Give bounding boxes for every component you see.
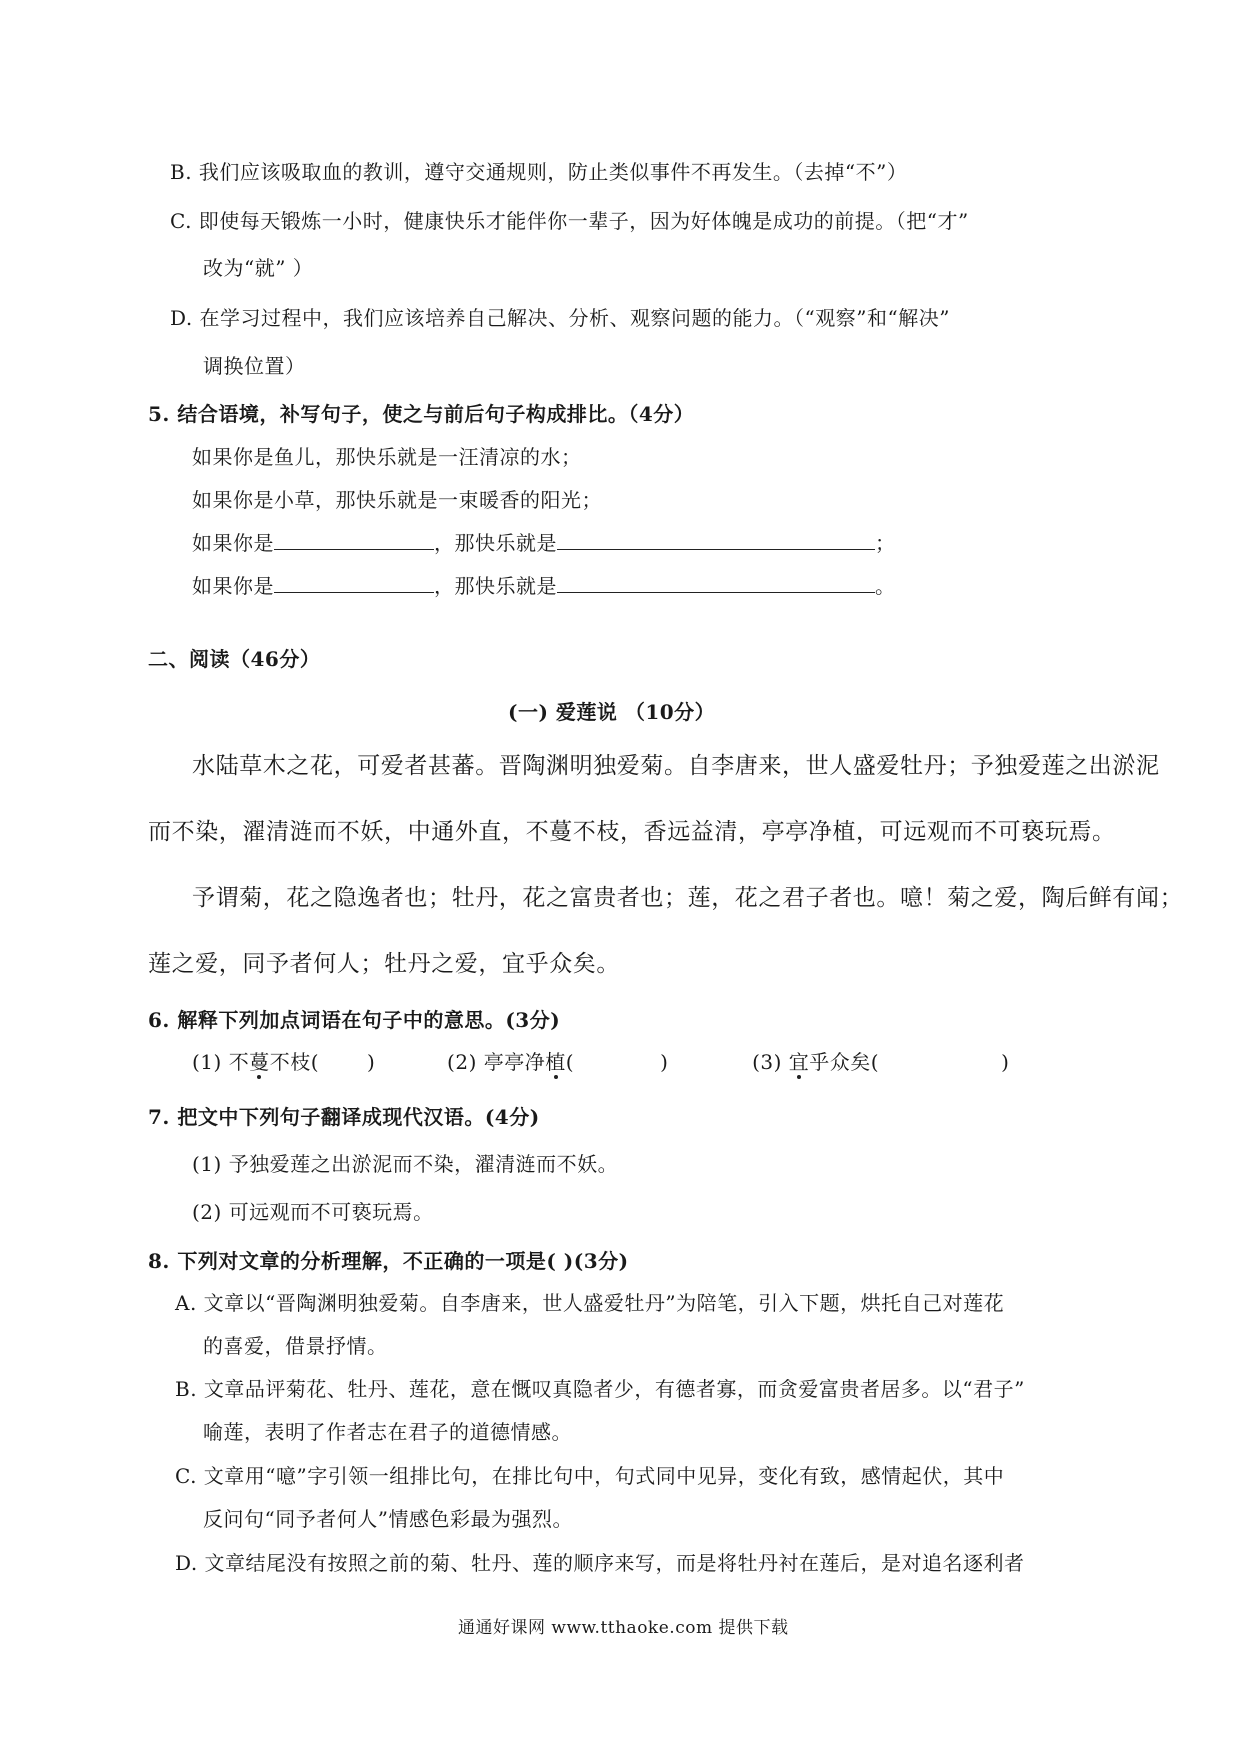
q6-item-3-close: ) [1001, 1050, 1010, 1074]
q6-item-1-dotted-word: 蔓 [249, 1050, 270, 1074]
q6-item-2-num: (2) [447, 1050, 477, 1074]
q8-option-b-cont: 喻莲，表明了作者志在君子的道德情感。 [203, 1420, 572, 1444]
q5-prefix: 如果你是 [192, 574, 274, 598]
q6-item-3-num: (3) [752, 1050, 782, 1074]
q8-title: 8. 下列对文章的分析理解，不正确的一项是( )(3分) [148, 1249, 629, 1273]
q7-sentence-1: (1) 予独爱莲之出淤泥而不染，濯清涟而不妖。 [192, 1152, 619, 1176]
q4-option-d-cont: 调换位置） [203, 354, 306, 378]
q6-item-3-text: 乎众矣( [809, 1050, 880, 1074]
q6-item-2-dotted-word: 植 [545, 1050, 566, 1074]
q5-line-1: 如果你是鱼儿，那快乐就是一汪清凉的水； [192, 445, 582, 469]
q6-item-1-text: 不 [228, 1050, 250, 1074]
q6-item-2-text: 亭亭净 [483, 1050, 546, 1074]
q4-option-c-cont: 改为“就” ） [203, 256, 314, 280]
q7-title: 7. 把文中下列句子翻译成现代汉语。(4分) [148, 1105, 540, 1129]
q5-title: 5. 结合语境，补写句子，使之与前后句子构成排比。（4分） [148, 402, 695, 426]
q8-option-d: D. 文章结尾没有按照之前的菊、牡丹、莲的顺序来写，而是将牡丹衬在莲后，是对追名逐利者 [175, 1551, 1025, 1575]
q5-middle: ，那快乐就是 [434, 531, 557, 555]
q6-item-3-dotted-word: 宜 [788, 1050, 810, 1074]
q8-option-a-cont: 的喜爱，借景抒情。 [203, 1334, 388, 1358]
passage-p2-line-1: 予谓菊，花之隐逸者也；牡丹，花之富贵者也；莲，花之君子者也。噫！菊之爱，陶后鲜有闻； [192, 885, 1184, 911]
q7-sentence-2: (2) 可远观而不可亵玩焉。 [192, 1200, 434, 1224]
q6-item-1-num: (1) [192, 1050, 222, 1074]
q5-fill-line-4 [192, 572, 896, 600]
q5-prefix: 如果你是 [192, 531, 274, 555]
q5-fill-line-3 [192, 529, 896, 557]
q6-item-1-close: ) [367, 1050, 376, 1074]
q8-option-b: B. 文章品评菊花、牡丹、莲花，意在慨叹真隐者少，有德者寡，而贪爱富贵者居多。以“君子” [175, 1377, 1025, 1401]
q6-item-2-close: ) [660, 1050, 669, 1074]
q4-option-b: B. 我们应该吸取血的教训，遵守交通规则，防止类似事件不再发生。（去掉“不”） [170, 160, 908, 184]
q5-blank-answer-2[interactable] [557, 572, 875, 593]
q8-option-c: C. 文章用“噫”字引领一组排比句，在排比句中，句式同中见异，变化有致，感情起伏，其中 [175, 1464, 1005, 1488]
q8-option-c-cont: 反问句“同予者何人”情感色彩最为强烈。 [203, 1507, 573, 1531]
page-footer: 通通好课网 www.tthaoke.com 提供下载 [458, 1618, 789, 1638]
q4-option-d: D. 在学习过程中，我们应该培养自己解决、分析、观察问题的能力。（“观察”和“解决” [170, 306, 950, 330]
passage-p1-line-2: 而不染，濯清涟而不妖，中通外直，不蔓不枝，香远益清，亭亭净植，可远观而不可亵玩焉。 [148, 819, 1116, 845]
q6-items [192, 1048, 1009, 1076]
q8-option-a: A. 文章以“晋陶渊明独爱菊。自李唐来，世人盛爱牡丹”为陪笔，引入下题，烘托自己对莲花 [175, 1291, 1005, 1315]
q5-blank-subject-1[interactable] [274, 529, 434, 550]
q5-blank-subject-2[interactable] [274, 572, 434, 593]
q5-middle: ，那快乐就是 [434, 574, 557, 598]
q5-line-2: 如果你是小草，那快乐就是一束暖香的阳光； [192, 488, 602, 512]
q5-end-period: 。 [875, 574, 896, 598]
q6-item-2-text-b: ( [565, 1050, 575, 1074]
q4-option-c: C. 即使每天锻炼一小时，健康快乐才能伴你一辈子，因为好体魄是成功的前提。（把“才” [170, 209, 969, 233]
section-2-heading: 二、阅读（46分） [148, 647, 321, 671]
q6-title: 6. 解释下列加点词语在句子中的意思。(3分) [148, 1008, 561, 1032]
q5-blank-answer-1[interactable] [557, 529, 875, 550]
passage-title: (一) 爱莲说 （10分） [508, 700, 716, 724]
q6-item-1-text-b: 不枝( [269, 1050, 320, 1074]
q5-end-semicolon: ； [875, 531, 896, 555]
passage-p1-line-1: 水陆草木之花，可爱者甚蕃。晋陶渊明独爱菊。自李唐来，世人盛爱牡丹；予独爱莲之出淤泥 [192, 753, 1160, 779]
passage-p2-line-2: 莲之爱，同予者何人；牡丹之爱，宜乎众矣。 [148, 951, 620, 977]
